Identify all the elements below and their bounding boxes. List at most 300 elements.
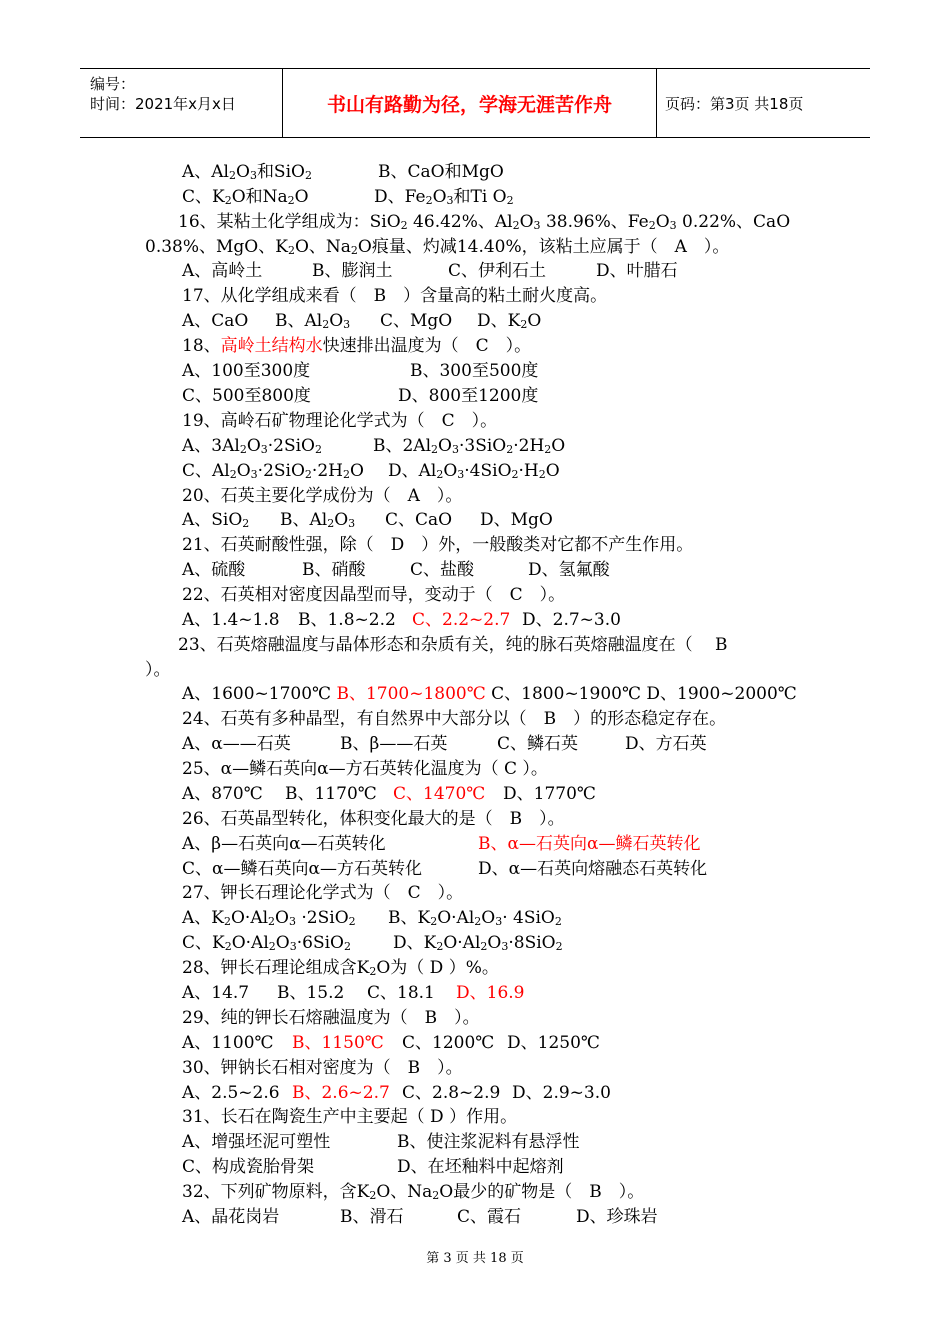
subscript: 2 — [436, 940, 444, 953]
text-run: O — [329, 311, 344, 331]
text-line — [182, 1205, 658, 1229]
line-segment — [182, 1058, 463, 1078]
line-segment — [478, 832, 700, 856]
text-run: 30、钾钠长石相对密度为（ B ）。 — [182, 1058, 463, 1078]
line-segment — [182, 585, 565, 605]
subscript: 2 — [287, 194, 295, 207]
text-run: O — [334, 510, 349, 530]
text-run: O最少的矿物是（ B ）。 — [439, 1182, 645, 1202]
text-run: B、K — [388, 908, 431, 928]
line-segment — [178, 212, 790, 232]
text-line — [182, 484, 462, 508]
text-run: O为（ D ）%。 — [376, 958, 499, 978]
subscript: 2 — [350, 244, 358, 257]
subscript: 2 — [555, 940, 563, 953]
line-segment — [182, 933, 351, 953]
line-segment — [182, 809, 565, 829]
subscript: 2 — [223, 915, 231, 928]
line-segment — [182, 908, 356, 928]
text-run: 22、石英相对密度因晶型而导，变动于（ C ）。 — [182, 585, 566, 605]
header-motto-cell — [283, 69, 657, 137]
subscript: 2 — [224, 194, 232, 207]
subscript: 2 — [400, 219, 408, 232]
text-line — [182, 832, 701, 856]
text-run: B、1.8~2.2 — [298, 610, 396, 630]
text-run: O — [275, 908, 289, 928]
subscript: 2 — [538, 468, 546, 481]
text-line — [178, 633, 728, 657]
line-segment — [182, 510, 249, 530]
line-segment — [182, 336, 531, 356]
subscript: 2 — [224, 940, 232, 953]
line-segment — [596, 259, 678, 283]
subscript: 2 — [322, 318, 330, 331]
text-run: C、伊利石土 — [448, 261, 547, 281]
subscript: 2 — [304, 169, 312, 182]
line-segment — [182, 311, 248, 331]
page-info-text: 页码：第3页 共18页 — [665, 94, 804, 113]
text-run: B、使注浆泥料有悬浮性 — [397, 1132, 580, 1152]
line-segment — [182, 958, 499, 978]
line-segment — [402, 1031, 494, 1055]
highlighted-answer: C、1470℃ — [393, 784, 486, 804]
code-label: 编号： — [90, 75, 136, 93]
line-segment — [277, 981, 344, 1005]
text-run: C、Al — [182, 461, 230, 481]
text-run: 29、纯的钾长石熔融温度为（ B ）。 — [182, 1008, 480, 1028]
text-line — [182, 757, 548, 781]
text-line — [182, 1081, 611, 1105]
line-segment — [182, 784, 263, 804]
text-run: B、2Al — [373, 436, 432, 456]
text-run: 46.42%、Al — [407, 212, 513, 232]
text-run: ·3SiO — [458, 436, 507, 456]
text-run: B、滑石 — [340, 1207, 404, 1227]
highlighted-answer: B、α—石英向α—鳞石英转化 — [478, 834, 701, 854]
text-run: A、β—石英向α—石英转化 — [182, 834, 386, 854]
text-run: B、15.2 — [277, 983, 345, 1003]
text-line — [182, 508, 553, 532]
text-run: ·4SiO — [464, 461, 512, 481]
text-run: C、霞石 — [457, 1207, 522, 1227]
text-run: B、膨润土 — [312, 261, 393, 281]
text-run: D、Fe — [374, 187, 426, 207]
line-segment — [385, 508, 452, 532]
text-run: D、K — [393, 933, 437, 953]
line-segment — [507, 1031, 600, 1055]
text-run: D、1250℃ — [507, 1033, 600, 1053]
subscript: 2 — [327, 517, 335, 530]
subscript: 3 — [348, 517, 356, 530]
text-run: ·8SiO — [508, 933, 556, 953]
text-line — [182, 1105, 517, 1129]
text-line — [182, 608, 621, 632]
text-run: C、500至800度 — [182, 386, 311, 406]
text-run: 32、下列矿物原料，含K — [182, 1182, 370, 1202]
line-segment — [275, 309, 350, 333]
text-run: B、300至500度 — [410, 361, 539, 381]
text-run: D、2.7~3.0 — [522, 610, 621, 630]
text-run: O — [551, 436, 566, 456]
text-run: 26、石英晶型转化，体积变化最大的是（ B ）。 — [182, 809, 565, 829]
subscript: 2 — [242, 517, 250, 530]
line-segment — [410, 359, 538, 383]
text-line — [145, 658, 171, 682]
line-segment — [182, 709, 726, 729]
line-segment — [312, 259, 393, 283]
text-run: A、α——石英 — [182, 734, 291, 754]
text-line — [182, 956, 499, 980]
text-run: ·2SiO — [295, 908, 349, 928]
text-run: O、Na — [376, 1182, 433, 1202]
text-run: 18、 — [182, 336, 221, 356]
text-run: O痕量、灼减14.40%，该粘土应属于（ A ）。 — [357, 237, 730, 257]
text-run: O — [349, 461, 364, 481]
subscript: 3 — [533, 219, 541, 232]
subscript: 3 — [501, 940, 509, 953]
text-run: ·6SiO — [296, 933, 344, 953]
line-segment — [145, 660, 171, 680]
text-run: D、2.9~3.0 — [512, 1083, 611, 1103]
line-segment — [182, 187, 309, 207]
line-segment — [393, 931, 563, 955]
line-segment — [182, 1132, 330, 1152]
line-segment — [182, 386, 311, 406]
line-segment — [182, 361, 310, 381]
text-run: 38.96%、Fe — [540, 212, 649, 232]
text-run: 16、某粘土化学组成为：SiO — [178, 212, 401, 232]
line-segment — [182, 1083, 280, 1103]
text-run: B、硝酸 — [302, 560, 366, 580]
text-line — [182, 409, 497, 433]
text-run: D、在坯釉料中起熔剂 — [397, 1157, 564, 1177]
line-segment — [182, 1107, 517, 1127]
line-segment — [374, 185, 514, 209]
text-run: O — [481, 908, 496, 928]
line-segment — [182, 610, 280, 630]
text-run: 和Ti O — [453, 187, 507, 207]
line-segment — [625, 732, 707, 756]
line-segment — [182, 436, 322, 456]
subscript: 2 — [506, 443, 514, 456]
text-run: O — [545, 461, 560, 481]
text-line — [182, 857, 708, 881]
text-run: 23、石英熔融温度与晶体形态和杂质有关，纯的脉石英熔融温度在（ B — [178, 635, 728, 655]
text-run: O和Na — [231, 187, 288, 207]
text-line — [182, 259, 678, 283]
text-line — [182, 732, 707, 756]
text-run: 快速排出温度为（ C ）。 — [322, 336, 532, 356]
text-run: C、K — [182, 187, 225, 207]
highlighted-answer: B、1700~1800℃ — [336, 684, 486, 704]
line-segment — [412, 608, 510, 632]
line-segment — [512, 1081, 611, 1105]
line-segment — [340, 732, 447, 756]
line-segment — [503, 782, 596, 806]
subscript: 2 — [369, 965, 377, 978]
text-run: A、K — [182, 908, 224, 928]
subscript: 2 — [425, 194, 433, 207]
subscript: 2 — [512, 219, 520, 232]
text-run: C、MgO — [380, 311, 453, 331]
subscript: 3 — [289, 940, 297, 953]
subscript: 3 — [495, 915, 503, 928]
subscript: 2 — [369, 1189, 377, 1202]
text-line — [182, 1031, 600, 1055]
text-run: A、CaO — [182, 311, 249, 331]
line-segment — [292, 1081, 390, 1105]
line-segment — [448, 259, 546, 283]
text-run: O — [236, 162, 250, 182]
line-segment — [477, 309, 541, 333]
line-segment — [410, 558, 474, 582]
subscript: 3 — [446, 194, 454, 207]
text-run: C、18.1 — [367, 983, 435, 1003]
line-segment — [182, 734, 291, 754]
subscript: 2 — [506, 194, 514, 207]
text-line — [182, 807, 565, 831]
text-run: 25、α—鳞石英向α—方石英转化温度为（ C ）。 — [182, 759, 548, 779]
text-run: 31、长石在陶瓷生产中主要起（ D ）作用。 — [182, 1107, 518, 1127]
text-run: A、2.5~2.6 — [182, 1083, 280, 1103]
text-line — [178, 210, 790, 234]
text-line — [182, 881, 463, 905]
text-run: O — [294, 187, 309, 207]
line-segment — [182, 535, 693, 555]
text-run: O — [487, 933, 502, 953]
line-segment — [373, 434, 565, 458]
subscript: 3 — [288, 915, 296, 928]
highlighted-answer: C、2.2~2.7 — [412, 610, 511, 630]
line-segment — [182, 261, 262, 281]
text-run: D、珍珠岩 — [576, 1207, 658, 1227]
subscript: 3 — [669, 219, 677, 232]
text-run: A、14.7 — [182, 983, 250, 1003]
text-run: O — [655, 212, 670, 232]
text-run: C、1800~1900℃ D、1900~2000℃ — [485, 684, 797, 704]
text-run: 17、从化学组成来看（ B ）含量高的粘土耐火度高。 — [182, 286, 608, 306]
text-run: B、β——石英 — [340, 734, 448, 754]
text-run: 0.22%、CaO — [676, 212, 791, 232]
line-segment — [182, 1033, 274, 1053]
line-segment — [182, 883, 463, 903]
subscript: 3 — [260, 443, 268, 456]
text-line — [182, 1155, 564, 1179]
subscript: 2 — [520, 318, 528, 331]
line-segment — [298, 608, 396, 632]
text-run: D、Al — [388, 461, 437, 481]
line-segment — [456, 981, 524, 1005]
line-segment — [340, 1205, 404, 1229]
text-run: A、1100℃ — [182, 1033, 274, 1053]
text-run: C、1200℃ — [402, 1033, 495, 1053]
line-segment — [182, 834, 386, 854]
text-run: C、CaO — [385, 510, 453, 530]
line-segment — [182, 859, 422, 879]
line-segment — [280, 508, 355, 532]
text-line — [182, 334, 531, 358]
text-run: 24、石英有多种晶型，有自然界中大部分以（ B ）的形态稳定存在。 — [182, 709, 727, 729]
text-run: O·Al — [443, 933, 481, 953]
line-segment — [302, 558, 366, 582]
text-line — [182, 359, 539, 383]
line-segment — [182, 411, 497, 431]
subscript: 2 — [304, 468, 312, 481]
text-run: A、硫酸 — [182, 560, 246, 580]
line-segment — [182, 286, 607, 306]
text-line — [182, 782, 596, 806]
text-run: ）。 — [145, 660, 171, 680]
text-line — [182, 160, 504, 184]
text-line — [182, 1130, 580, 1154]
subscript: 2 — [474, 915, 482, 928]
line-segment — [478, 857, 707, 881]
text-run: 20、石英主要化学成份为（ A ）。 — [182, 486, 463, 506]
highlighted-answer: D、16.9 — [456, 983, 525, 1003]
subscript: 3 — [343, 318, 351, 331]
text-line — [182, 1056, 463, 1080]
line-segment — [285, 782, 377, 806]
subscript: 2 — [229, 169, 236, 182]
text-line — [182, 682, 797, 706]
subscript: 2 — [431, 443, 439, 456]
highlighted-answer: B、1150℃ — [292, 1033, 384, 1053]
text-run: D、方石英 — [625, 734, 707, 754]
page-footer: 第 3 页 共 18 页 — [426, 1251, 524, 1266]
text-line — [182, 459, 560, 483]
line-segment — [402, 1081, 500, 1105]
line-segment — [398, 384, 538, 408]
subscript: 2 — [268, 940, 276, 953]
text-run: A、100至300度 — [182, 361, 311, 381]
text-run: 27、钾长石理论化学式为（ C ）。 — [182, 883, 464, 903]
text-run: D、K — [477, 311, 521, 331]
text-run: C、构成瓷胎骨架 — [182, 1157, 315, 1177]
subscript: 2 — [480, 940, 488, 953]
text-run: C、α—鳞石英向α—方石英转化 — [182, 859, 422, 879]
line-segment — [182, 759, 548, 779]
text-run: O·Al — [437, 908, 475, 928]
text-run: ·2H — [513, 436, 545, 456]
text-run: ·H — [518, 461, 539, 481]
header-meta — [80, 69, 283, 137]
text-run: C、盐酸 — [410, 560, 475, 580]
text-run: A、晶花岗岩 — [182, 1207, 280, 1227]
text-run: 和SiO — [256, 162, 305, 182]
text-line — [182, 533, 693, 557]
text-line — [182, 583, 565, 607]
text-run: D、MgO — [480, 510, 553, 530]
text-run: C、2.8~2.9 — [402, 1083, 501, 1103]
text-run: D、α—石英向熔融态石英转化 — [478, 859, 708, 879]
subscript: 2 — [239, 443, 247, 456]
subscript: 2 — [268, 915, 276, 928]
text-run: 21、石英耐酸性强，除（ D ）外，一般酸类对它都不产生作用。 — [182, 535, 694, 555]
text-line — [182, 707, 726, 731]
line-segment — [380, 309, 452, 333]
subscript: 2 — [544, 443, 552, 456]
text-run: C、鳞石英 — [497, 734, 579, 754]
text-line — [182, 384, 539, 408]
text-run: A、Al — [182, 162, 229, 182]
text-run: O·Al — [230, 908, 269, 928]
line-segment — [576, 1205, 658, 1229]
subscript: 3 — [457, 468, 465, 481]
text-run: A、1600~1700℃ — [182, 684, 337, 704]
line-segment — [182, 1182, 644, 1202]
text-run: A、3Al — [182, 436, 240, 456]
line-segment — [522, 608, 621, 632]
subscript: 2 — [342, 468, 350, 481]
line-segment — [182, 1207, 279, 1227]
line-segment — [182, 983, 249, 1003]
subscript: 2 — [315, 443, 322, 456]
text-run: A、870℃ — [182, 784, 263, 804]
subscript: 2 — [229, 468, 237, 481]
text-run: 19、高岭石矿物理论化学式为（ C ）。 — [182, 411, 498, 431]
line-segment — [397, 1155, 564, 1179]
subscript: 2 — [430, 915, 438, 928]
text-line — [182, 185, 514, 209]
text-line — [182, 1006, 480, 1030]
text-run: O — [438, 436, 452, 456]
text-run: O·Al — [231, 933, 269, 953]
highlighted-answer: B、2.6~2.7 — [292, 1083, 390, 1103]
text-run: A、高岭土 — [182, 261, 263, 281]
line-segment — [182, 461, 364, 481]
line-segment — [397, 1130, 580, 1154]
line-segment — [182, 560, 245, 580]
text-run: B、Al — [280, 510, 328, 530]
line-segment — [178, 635, 728, 655]
text-run: C、K — [182, 933, 225, 953]
text-run: 0.38%、MgO、K — [145, 237, 288, 257]
text-run: O — [275, 933, 290, 953]
subscript: 3 — [250, 468, 258, 481]
line-segment — [393, 782, 485, 806]
text-run: 28、钾长石理论组成含K — [182, 958, 370, 978]
subscript: 2 — [343, 940, 351, 953]
line-segment — [182, 1157, 314, 1177]
subscript: 2 — [287, 244, 295, 257]
line-segment — [497, 732, 578, 756]
text-line — [182, 558, 610, 582]
text-run: O、Na — [294, 237, 351, 257]
text-run: B、1170℃ — [285, 784, 377, 804]
line-segment — [182, 162, 312, 182]
line-segment — [388, 906, 562, 930]
header-motto: 书山有路勤为径，学海无涯苦作舟 — [326, 93, 612, 116]
text-run: B、CaO和MgO — [378, 162, 504, 182]
subscript: 2 — [436, 468, 444, 481]
text-run: O — [432, 187, 447, 207]
line-segment — [182, 684, 797, 704]
text-run: O — [236, 461, 251, 481]
text-run: D、800至1200度 — [398, 386, 539, 406]
line-segment — [182, 486, 462, 506]
text-line — [182, 434, 566, 458]
text-run: D、1770℃ — [503, 784, 596, 804]
line-segment — [292, 1031, 384, 1055]
text-line — [182, 1180, 644, 1204]
text-run: D、叶腊石 — [596, 261, 678, 281]
text-run: ·2H — [311, 461, 343, 481]
subscript: 2 — [348, 915, 356, 928]
subscript: 2 — [554, 915, 562, 928]
subscript: 2 — [432, 1189, 440, 1202]
line-segment — [145, 237, 729, 257]
text-run: · 4SiO — [502, 908, 555, 928]
